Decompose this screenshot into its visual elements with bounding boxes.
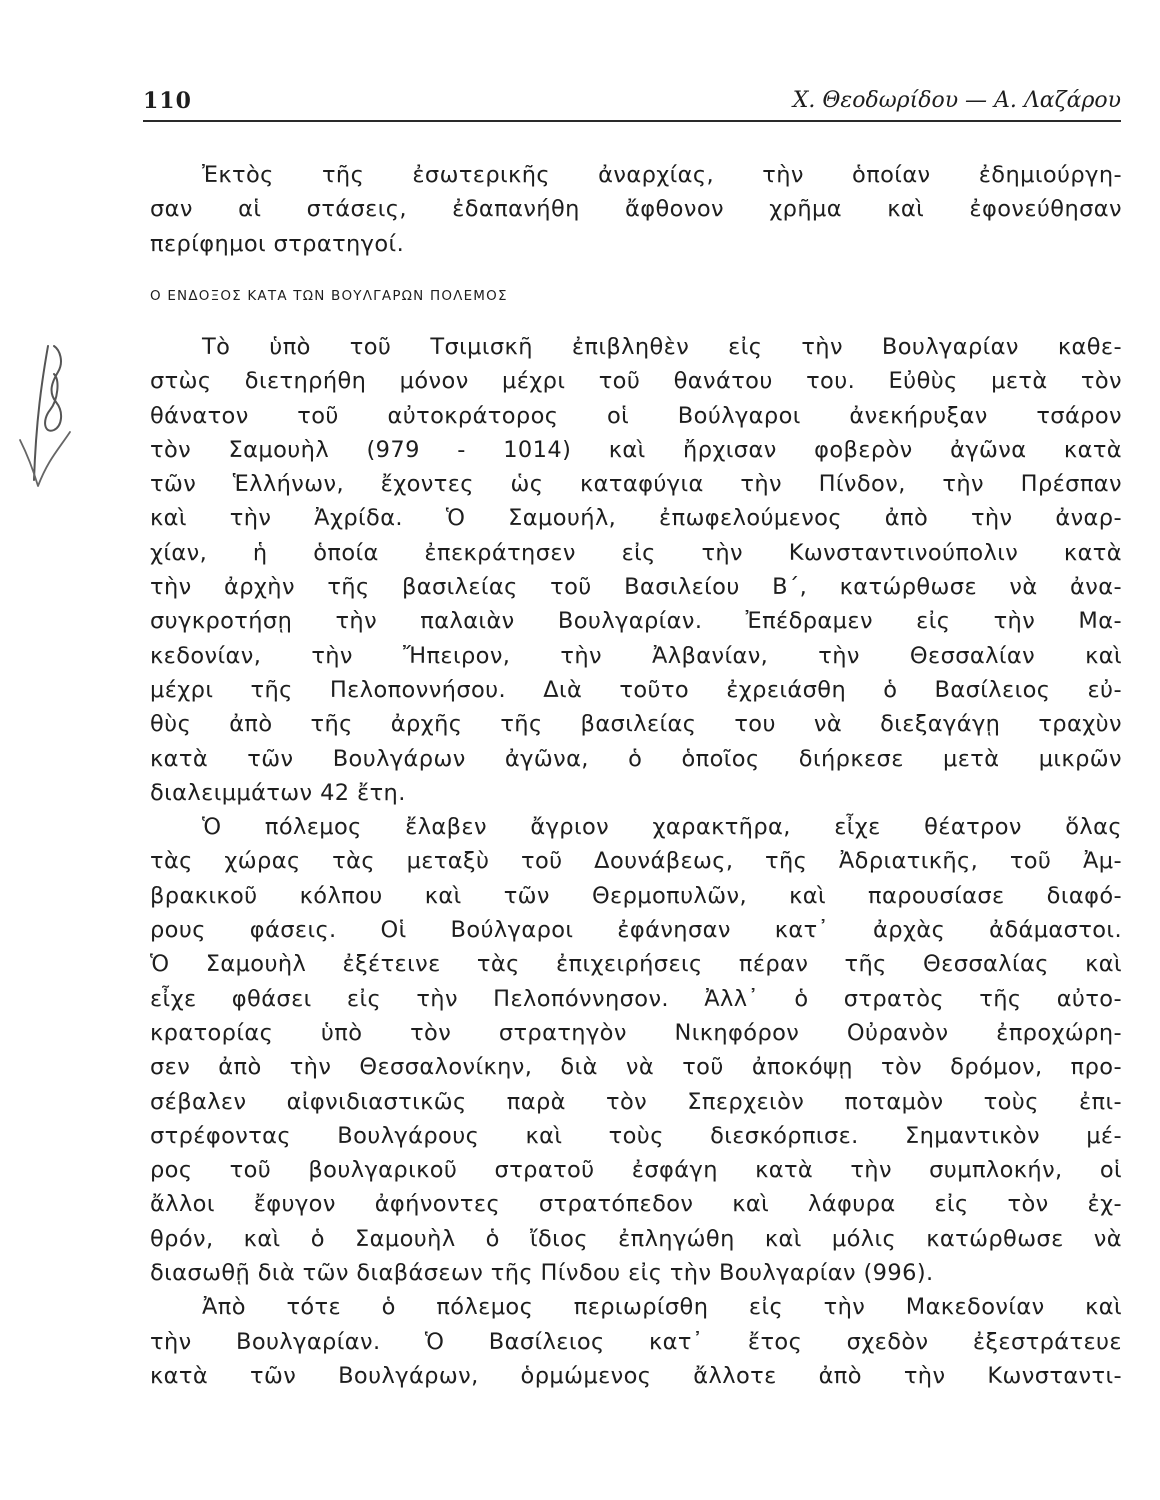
handwritten-margin-note [14,340,74,490]
text-line: σαν αἱ στάσεις, ἐδαπανήθη ἄφθονον χρῆμα καὶ ἐφονεύθησαν [150,196,1122,223]
page-header [143,88,1121,122]
text-line: σεν ἀπὸ τὴν Θεσσαλονίκην, διὰ νὰ τοῦ ἀποκόψῃ τὸν δρόμον, προ- [150,1054,1122,1081]
text-line: κεδονίαν, τὴν Ἤπειρον, τὴν Ἀλβανίαν, τὴν Θεσσαλίαν καὶ [150,642,1122,669]
running-head: Χ. Θεοδωρίδου — Α. Λαζάρου [792,88,1121,113]
text-line: θάνατον τοῦ αὐτοκράτορος οἱ Βούλγαροι ἀνεκήρυξαν τσάρον [150,402,1122,429]
text-line: Ἀπὸ τότε ὁ πόλεμος περιωρίσθη εἰς τὴν Μακεδονίαν καὶ [202,1294,1122,1321]
text-line: Ἐκτὸς τῆς ἐσωτερικῆς ἀναρχίας, τὴν ὁποίαν ἐδημιούργη- [202,162,1122,188]
text-line: ἄλλοι ἔφυγον ἀφήνοντες στρατόπεδον καὶ λάφυρα εἰς τὸν ἐχ- [150,1191,1122,1218]
header-rule [143,120,1121,122]
text-line: διαλειμμάτων 42 ἔτη. [150,779,406,806]
paragraph-3 [150,810,1122,1290]
text-line: κατὰ τῶν Βουλγάρων ἀγῶνα, ὁ ὁποῖος διήρκεσε μετὰ μικρῶν [150,745,1122,772]
text-line: συγκροτήσῃ τὴν παλαιὰν Βουλγαρίαν. Ἐπέδραμεν εἰς τὴν Μα- [150,608,1122,635]
text-line: χίαν, ἡ ὁποία ἐπεκράτησεν εἰς τὴν Κωνσταντινούπολιν κατὰ [150,539,1122,566]
text-line: Τὸ ὑπὸ τοῦ Τσιμισκῆ ἐπιβληθὲν εἰς τὴν Βουλγαρίαν καθε- [202,334,1122,360]
text-line: κρατορίας ὑπὸ τὸν στρατηγὸν Νικηφόρον Οὐρανὸν ἐπροχώρη- [150,1019,1122,1046]
page-number: 110 [143,88,192,114]
paragraph-4 [150,1290,1122,1393]
text-line: τὰς χώρας τὰς μεταξὺ τοῦ Δουνάβεως, τῆς Ἀδριατικῆς, τοῦ Ἀμ- [150,848,1122,875]
text-line: διασωθῇ διὰ τῶν διαβάσεων τῆς Πίνδου εἰς τὴν Βουλγαρίαν (996). [150,1260,934,1287]
text-line: θὺς ἀπὸ τῆς ἀρχῆς τῆς βασιλείας του νὰ διεξαγάγῃ τραχὺν [150,711,1122,738]
text-line: περίφημοι στρατηγοί. [150,230,405,257]
text-line: στρέφοντας Βουλγάρους καὶ τοὺς διεσκόρπισε. Σημαντικὸν μέ- [150,1122,1122,1149]
paragraph-2 [150,330,1122,810]
section-heading: Ο ΕΝΔΟΞΟΣ ΚΑΤΑ ΤΩΝ ΒΟΥΛΓΑΡΩΝ ΠΟΛΕΜΟΣ [150,288,508,304]
text-line: Ὁ πόλεμος ἔλαβεν ἄγριον χαρακτῆρα, εἶχε θέατρον ὅλας [202,814,1122,841]
text-line: Ὁ Σαμουὴλ ἐξέτεινε τὰς ἐπιχειρήσεις πέραν τῆς Θεσσαλίας καὶ [150,951,1122,978]
text-line: τὴν Βουλγαρίαν. Ὁ Βασίλειος κατ᾿ ἔτος σχεδὸν ἐξεστράτευε [150,1328,1122,1355]
paragraph-1 [150,158,1122,261]
text-line: τῶν Ἑλλήνων, ἔχοντες ὡς καταφύγια τὴν Πίνδον, τὴν Πρέσπαν [150,471,1122,498]
text-line: βρακικοῦ κόλπου καὶ τῶν Θερμοπυλῶν, καὶ παρουσίασε διαφό- [150,882,1122,909]
text-line: μέχρι τῆς Πελοποννήσου. Διὰ τοῦτο ἐχρειάσθη ὁ Βασίλειος εὐ- [150,676,1122,703]
text-line: ρος τοῦ βουλγαρικοῦ στρατοῦ ἐσφάγη κατὰ τὴν συμπλοκήν, οἱ [150,1157,1122,1184]
body-text-main [150,330,1122,1393]
text-line: εἶχε φθάσει εἰς τὴν Πελοπόννησον. Ἀλλ᾿ ὁ στρατὸς τῆς αὐτο- [150,985,1122,1012]
text-line: ρους φάσεις. Οἱ Βούλγαροι ἐφάνησαν κατ᾿ ἀρχὰς ἀδάμαστοι. [150,917,1122,944]
text-line: τὴν ἀρχὴν τῆς βασιλείας τοῦ Βασιλείου Β΄, κατώρθωσε νὰ ἀνα- [150,574,1122,601]
text-line: κατὰ τῶν Βουλγάρων, ὁρμώμενος ἄλλοτε ἀπὸ τὴν Κωνσταντι- [150,1362,1122,1389]
text-line: στὼς διετηρήθη μόνον μέχρι τοῦ θανάτου του. Εὐθὺς μετὰ τὸν [150,368,1122,395]
text-line: θρόν, καὶ ὁ Σαμουὴλ ὁ ἴδιος ἐπληγώθη καὶ μόλις κατώρθωσε νὰ [150,1225,1122,1252]
text-line: καὶ τὴν Ἀχρίδα. Ὁ Σαμουήλ, ἐπωφελούμενος ἀπὸ τὴν ἀναρ- [150,505,1122,532]
text-line: τὸν Σαμουὴλ (979 - 1014) καὶ ἤρχισαν φοβερὸν ἀγῶνα κατὰ [150,436,1122,463]
text-line: σέβαλεν αἰφνιδιαστικῶς παρὰ τὸν Σπερχειὸν ποταμὸν τοὺς ἐπι- [150,1088,1122,1115]
